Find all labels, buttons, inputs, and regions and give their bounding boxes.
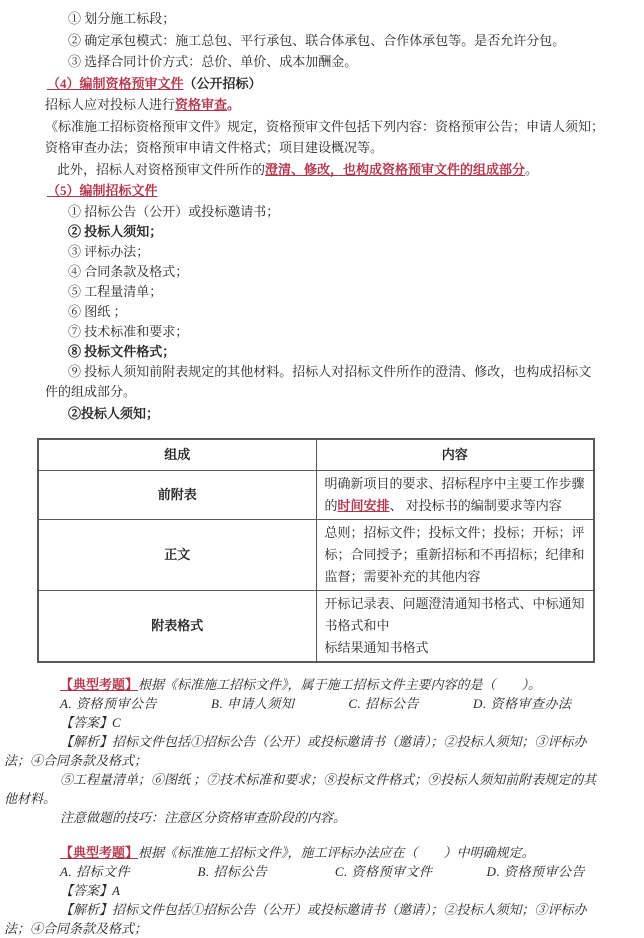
doc-item-1-text: ① 招标公告（公开）或投标邀请书； — [68, 203, 280, 219]
heading-4 — [47, 73, 604, 95]
doc-item-3-text: ③ 评标办法； — [68, 243, 150, 259]
doc-item-3 — [45, 242, 604, 262]
doc-structure-table — [37, 438, 595, 663]
exam2-question: 根据《标准施工招标文件》，施工评标办法应在（ ）中明确规定。 — [138, 844, 535, 860]
paragraph-standard-doc — [45, 116, 604, 159]
clarification-period: 。 — [525, 161, 539, 177]
intro-item-2 — [45, 30, 604, 52]
row1-prefix: 明确新项目的要求、招标程序中主要工作步骤的 — [324, 475, 585, 513]
row2-label: 正文 — [38, 519, 316, 590]
table-header-row — [38, 439, 594, 471]
row3-label: 附表格式 — [38, 590, 316, 662]
row1-content — [316, 470, 594, 519]
row3-content — [316, 590, 594, 662]
doc-item-1 — [45, 202, 604, 222]
intro-item-3-text: ③ 选择合同计价方式：总价、单价、成本加酬金。 — [68, 54, 358, 69]
doc-item-4-text: ④ 合同条款及格式； — [68, 263, 189, 279]
exam2-options: A. 招标文件 B. 招标公告 C. 资格预审文件 D. 资格预审公告 — [60, 863, 585, 879]
intro-item-1-text: ① 划分施工标段； — [68, 11, 176, 26]
row1-suffix: 、 对投标书的编制要求等内容 — [389, 497, 562, 513]
exam2-question-line — [4, 843, 606, 862]
exam-block-1 — [4, 675, 606, 827]
heading-4-red-text: （4）编制资格预审文件 — [47, 75, 184, 91]
clarification-prefix: 此外，招标人对资格预审文件所作的 — [57, 161, 266, 177]
exam2-analysis-1: 【解析】招标文件包括①招标公告（公开）或投标邀请书（邀请）；②投标人须知；③评标办法；④合同条款及格式； — [4, 901, 587, 936]
exam1-analysis-2: ⑤工程量清单；⑥图纸 ；⑦技术标准和要求；⑧投标文件格式；⑨投标人须知前附表规定的其他材料。 — [4, 771, 597, 806]
table-row-front-table — [38, 470, 594, 519]
doc-item-6-text: ⑥ 图纸 ； — [68, 303, 127, 319]
doc-item-9-text: ⑨ 投标人须知前附表规定的其他材料。招标人对招标文件所作的澄清、修改，也构成招标文件的组成部分。 — [45, 363, 592, 399]
doc-item-8 — [45, 342, 604, 362]
review-prefix: 招标人应对投标人进行 — [45, 97, 176, 112]
exam2-tag: 【典型考题】 — [60, 844, 139, 860]
doc-item-9 — [45, 362, 604, 402]
exam1-options: A. 资格预审公告 B. 申请人须知 C. 招标公告 D. 资格审查办法 — [60, 695, 572, 711]
exam1-tag: 【典型考题】 — [60, 676, 139, 692]
paragraph-qualification-review — [45, 94, 604, 116]
row2-content: 总则；招标文件；投标文件；投标；开标；评标；合同授予；重新招标和不再招标；纪律和监督；需要补充的其他内容 — [316, 519, 594, 590]
row1-label: 前附表 — [38, 470, 316, 519]
row3-line1: 开标记录表、问题澄清通知书格式、中标通知书格式和中 — [324, 595, 585, 633]
heading-5 — [47, 180, 604, 202]
table-row-appendix — [38, 590, 594, 662]
doc-item-7 — [45, 322, 604, 342]
table-header-content: 内容 — [316, 439, 594, 471]
table-row-main-text — [38, 519, 594, 590]
standard-doc-text: 《标准施工招标资格预审文件》规定，资格预审文件包括下列内容：资格预审公告；申请人须知；资格审查办法；资格预审申请文件格式；项目建设概况等。 — [45, 118, 605, 155]
review-period: 。 — [227, 97, 241, 112]
note-bidder-instructions — [68, 404, 604, 424]
exam1-analysis-1: 【解析】招标文件包括①招标公告（公开）或投标邀请书（邀请）；②投标人须知；③评标办法；④合同条款及格式； — [4, 733, 587, 768]
exam1-tip: 注意做题的技巧：注意区分资格审查阶段的内容。 — [60, 809, 347, 825]
heading-4-suffix: （公开招标） — [183, 75, 262, 91]
review-red-text: 资格审查 — [175, 97, 228, 112]
doc-item-5-text: ⑤ 工程量清单； — [68, 283, 163, 299]
note-text: ②投标人须知； — [68, 405, 160, 421]
clarification-red-text: 澄清、修改，也构成资格预审文件的组成部分 — [265, 161, 526, 177]
row3-line2: 标结果通知书格式 — [324, 639, 429, 655]
exam1-question-line — [4, 675, 606, 694]
intro-item-3 — [45, 51, 604, 73]
heading-5-red-text: （5）编制招标文件 — [47, 183, 158, 198]
doc-item-4 — [45, 262, 604, 282]
intro-item-2-text: ② 确定承包模式：施工总包、平行承包、联合体承包、合作体承包等。是否允许分包。 — [68, 32, 566, 48]
doc-item-5 — [45, 282, 604, 302]
row1-red-text: 时间安排 — [337, 497, 390, 513]
intro-item-1 — [45, 8, 604, 30]
exam1-answer: 【答案】C — [60, 714, 121, 730]
table-header-composition: 组成 — [38, 439, 316, 471]
doc-item-2-text: ② 投标人须知； — [68, 223, 163, 239]
doc-item-2 — [45, 222, 604, 242]
paragraph-clarification — [45, 159, 604, 181]
exam-block-2 — [4, 843, 606, 938]
doc-structure-table-wrap — [37, 438, 595, 663]
doc-item-6 — [45, 302, 604, 322]
doc-item-7-text: ⑦ 技术标准和要求； — [68, 323, 189, 339]
exam2-answer: 【答案】A — [60, 882, 120, 898]
exam1-question: 根据《标准施工招标文件》，属于施工招标文件主要内容的是（ ）。 — [138, 676, 542, 692]
doc-item-8-text: ⑧ 投标文件格式； — [68, 343, 176, 359]
